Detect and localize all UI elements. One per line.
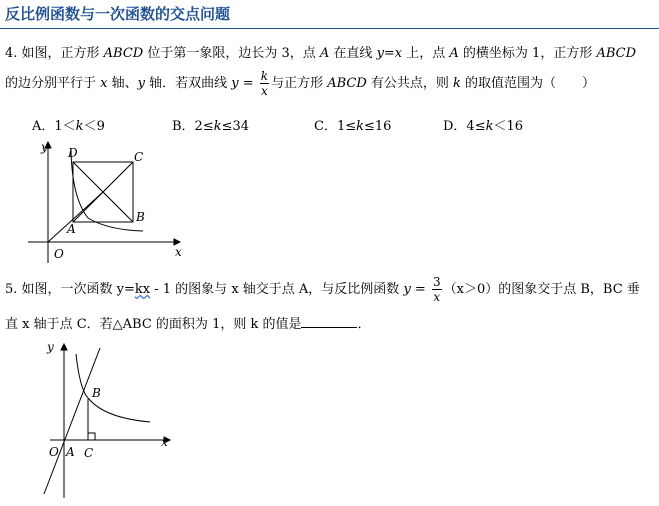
q4-text: 上，点 bbox=[402, 46, 450, 61]
q5-text: 直 x 轴于点 C．若△ABC 的面积为 1，则 k 的值是 bbox=[5, 317, 302, 332]
q4-label-d: D bbox=[68, 146, 78, 160]
fraction-numerator: 3 bbox=[432, 275, 441, 289]
q5-label-a: A bbox=[66, 445, 75, 459]
q5-text: 5. 如图，一次函数 y= bbox=[5, 282, 135, 297]
q4-text: 的边分别平行于 bbox=[5, 76, 101, 91]
q4-label-c: C bbox=[134, 150, 144, 164]
q4-option-d: D．4≤k＜16 bbox=[443, 119, 524, 134]
q5-kx: kx bbox=[134, 282, 151, 297]
q4-label-o: O bbox=[54, 247, 64, 261]
q4-var: A bbox=[319, 46, 330, 61]
q4-text: 与正方形 bbox=[271, 76, 328, 91]
q5-text: （x＞0）的图象交于点 B，BC 垂 bbox=[443, 282, 640, 297]
q4-fraction bbox=[260, 69, 269, 98]
q5-text: - 1 的图象与 x 轴交于点 A，与反比例函数 bbox=[150, 282, 404, 297]
q5-label-x: x bbox=[161, 435, 168, 449]
page-title: 反比例函数与一次函数的交点问题 bbox=[5, 5, 231, 23]
q4-var: y bbox=[231, 76, 239, 91]
q5-text: = bbox=[410, 282, 430, 297]
q5-y-arrow bbox=[61, 344, 67, 350]
q4-text: 的横坐标为 1，正方形 bbox=[458, 46, 597, 61]
q5-line-1 bbox=[5, 275, 640, 304]
q4-text: 4. 如图，正方形 bbox=[5, 46, 104, 61]
q4-label-b: B bbox=[136, 210, 145, 224]
q5-label-c: C bbox=[84, 446, 94, 460]
q4-var: A bbox=[449, 46, 459, 61]
q4-var: ABCD bbox=[327, 76, 367, 91]
q5-linear-line bbox=[44, 348, 100, 494]
q4-line-1 bbox=[5, 42, 636, 61]
q4-label-y: y bbox=[41, 140, 48, 154]
q5-fraction bbox=[432, 275, 442, 304]
q4-text: = bbox=[238, 76, 258, 91]
q5-var: y bbox=[403, 282, 411, 297]
q4-var: y=x bbox=[376, 46, 403, 61]
q5-line-2 bbox=[5, 313, 371, 332]
q4-label-a: A bbox=[67, 222, 76, 236]
q4-text: 位于第一象限，边长为 3，点 bbox=[143, 46, 320, 61]
q4-text: 轴、 bbox=[107, 76, 138, 91]
q4-option-c: C．1≤k≤16 bbox=[314, 119, 392, 134]
q4-var: ABCD bbox=[596, 46, 637, 61]
q4-option-b: B．2≤k≤34 bbox=[172, 119, 250, 134]
q4-text: 的取值范围为（ ） bbox=[460, 76, 596, 91]
q5-figure bbox=[40, 336, 180, 500]
q5-label-y: y bbox=[47, 340, 54, 354]
fraction-numerator: k bbox=[260, 69, 269, 83]
q5-text: ． bbox=[357, 317, 371, 332]
q5-label-b: B bbox=[92, 386, 101, 400]
q5-right-angle-mark bbox=[88, 433, 95, 440]
q4-figure bbox=[28, 138, 188, 266]
fraction-denominator: x bbox=[261, 84, 268, 98]
q4-var: ABCD bbox=[103, 46, 144, 61]
fraction-denominator: x bbox=[433, 290, 441, 304]
q4-text: 轴．若双曲线 bbox=[144, 76, 232, 91]
q4-line-2 bbox=[5, 69, 595, 98]
q4-label-x: x bbox=[175, 245, 182, 259]
answer-blank[interactable] bbox=[301, 315, 357, 328]
q4-text: 有公共点，则 bbox=[366, 76, 454, 91]
q4-text: 在直线 bbox=[329, 46, 377, 61]
q4-option-a: A．1＜k＜9 bbox=[32, 119, 105, 134]
q4-var: k bbox=[453, 76, 461, 91]
q5-label-o: O bbox=[49, 445, 59, 459]
q4-var: x bbox=[100, 76, 108, 91]
q4-var: y bbox=[137, 76, 145, 91]
title-divider bbox=[0, 28, 659, 29]
q5-hyperbola bbox=[76, 354, 150, 422]
